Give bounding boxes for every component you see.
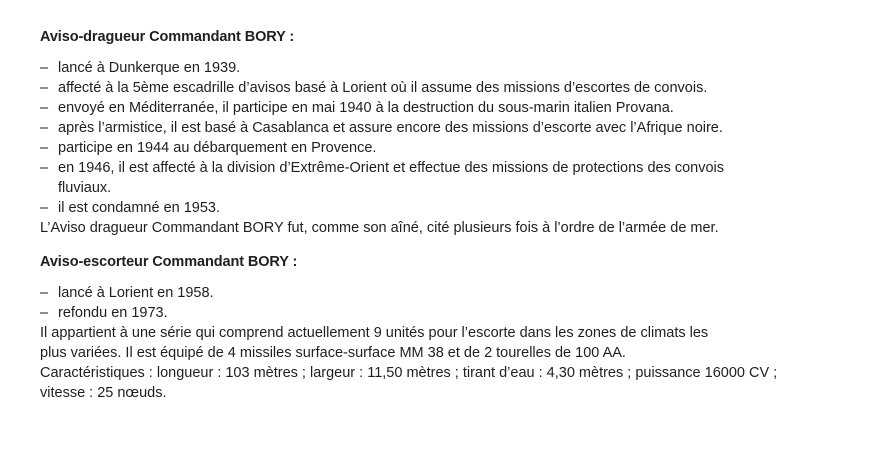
dash-bullet: – xyxy=(40,140,49,156)
dash-bullet: – xyxy=(40,60,49,76)
list-item xyxy=(40,98,884,118)
list-item xyxy=(40,158,884,198)
list-item-text: lancé à Lorient en 1958. xyxy=(58,285,214,301)
section-title-aviso-escorteur: Aviso-escorteur Commandant BORY : xyxy=(40,254,298,270)
list-item-text: après l’armistice, il est basé à Casablanca et assure encore des missions d’escorte avec l’Afrique noire. xyxy=(58,120,723,136)
dash-bullet: – xyxy=(40,100,49,116)
dash-bullet: – xyxy=(40,200,49,216)
characteristics-line: vitesse : 25 nœuds. xyxy=(40,385,167,401)
list-item-text: affecté à la 5ème escadrille d’avisos basé à Lorient où il assume des missions d’escortes de convois. xyxy=(58,80,708,96)
dash-bullet: – xyxy=(40,160,49,176)
list-item xyxy=(40,303,884,323)
spacer xyxy=(40,47,884,58)
spacer xyxy=(40,238,884,252)
spacer xyxy=(40,272,884,283)
list-item-text: envoyé en Méditerranée, il participe en mai 1940 à la destruction du sous-marin italien Provana. xyxy=(58,100,674,116)
characteristics-line: Caractéristiques : longueur : 103 mètres ; largeur : 11,50 mètres ; tirant d’eau : 4,30 mètres ; puissance 16000 CV ; xyxy=(40,365,778,381)
dash-bullet: – xyxy=(40,120,49,136)
list-item-text: il est condamné en 1953. xyxy=(58,200,221,216)
description-line: Il appartient à une série qui comprend actuellement 9 unités pour l’escorte dans les zones de climats les xyxy=(40,325,709,341)
list-item-text: en 1946, il est affecté à la division d’Extrême-Orient et effectue des missions de protections des convois xyxy=(58,160,725,176)
list-item-text: lancé à Dunkerque en 1939. xyxy=(58,60,241,76)
list-item-continuation: fluviaux. xyxy=(58,180,112,196)
history-list-aviso-escorteur xyxy=(40,283,884,323)
section-title-aviso-dragueur: Aviso-dragueur Commandant BORY : xyxy=(40,29,295,45)
dash-bullet: – xyxy=(40,305,49,321)
list-item xyxy=(40,58,884,78)
list-item xyxy=(40,283,884,303)
list-item-text: participe en 1944 au débarquement en Provence. xyxy=(58,140,377,156)
closing-sentence: L’Aviso dragueur Commandant BORY fut, comme son aîné, cité plusieurs fois à l’ordre de l’armée de mer. xyxy=(40,220,719,236)
list-item xyxy=(40,78,884,98)
dash-bullet: – xyxy=(40,80,49,96)
list-item xyxy=(40,198,884,218)
dash-bullet: – xyxy=(40,285,49,301)
description-line: plus variées. Il est équipé de 4 missiles surface-surface MM 38 et de 2 tourelles de 100 AA. xyxy=(40,345,626,361)
list-item xyxy=(40,138,884,158)
history-list-aviso-dragueur xyxy=(40,58,884,218)
list-item xyxy=(40,118,884,138)
list-item-text: refondu en 1973. xyxy=(58,305,168,321)
